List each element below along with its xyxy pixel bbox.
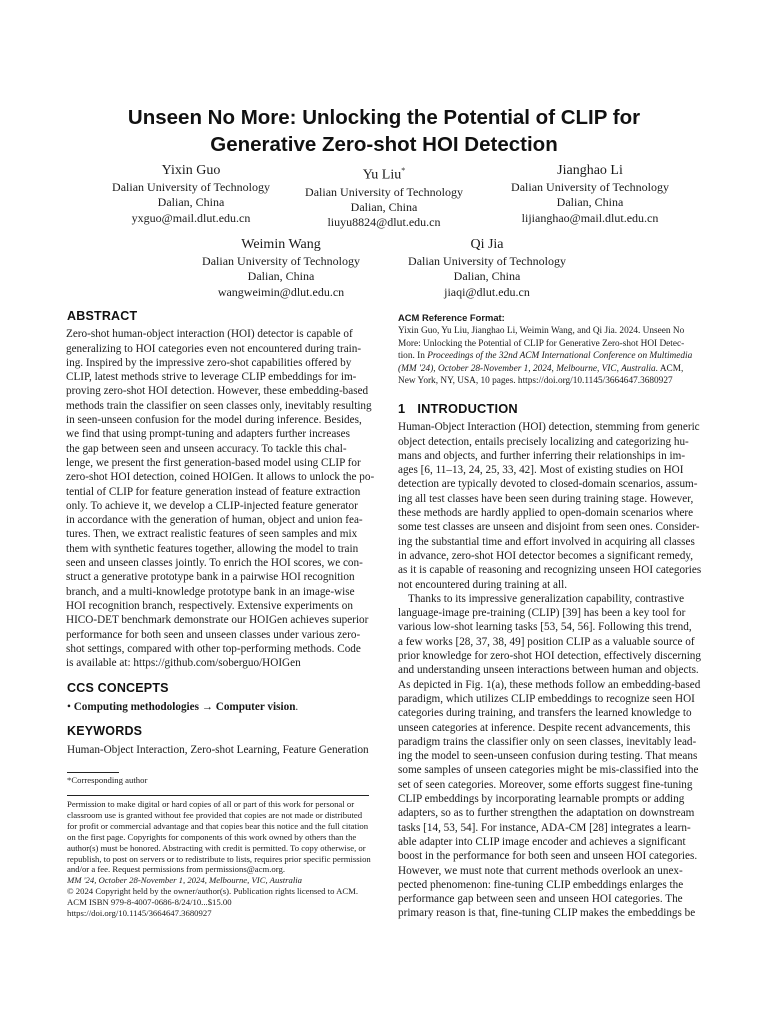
author-affiliation: Dalian University of Technology	[202, 254, 360, 268]
intro-line: pected phenomenon: fine-tuning CLIP embeddings enlarges the	[398, 878, 684, 891]
intro-line: primary reason is that, fine-tuning CLIP makes the embeddings be	[398, 907, 696, 920]
author-location: Dalian, China	[350, 200, 418, 215]
author-block	[168, 236, 394, 300]
abstract-line: CLIP, latest methods strive to leverage CLIP embeddings for im-	[66, 371, 357, 384]
reference-line: Yixin Guo, Yu Liu, Jianghao Li, Weimin Wang, and Qi Jia. 2024. Unseen No	[398, 326, 685, 337]
intro-line: adapters, so as to further strengthen the adaptation on downstream	[398, 807, 695, 820]
abstract-line: performance for both seen and unseen classes under various zero-	[66, 628, 361, 641]
intro-line: Human-Object Interaction (HOI) detection, stemming from generic	[398, 421, 700, 434]
author-name: Yu Liu	[362, 167, 402, 183]
isbn-line: ACM ISBN 979-8-4007-0686-8/24/10...$15.00	[67, 897, 232, 908]
intro-line: performance gap between seen and unseen HOI categories. The	[398, 893, 683, 906]
permission-line: Permission to make digital or hard copies of all or part of this work for personal or	[67, 799, 355, 809]
corresponding-mark: *	[401, 166, 406, 175]
reference-proceedings: Proceedings of the 32nd ACM International Conference on Multimedia	[427, 351, 693, 362]
author-email: lijianghao@mail.dlut.edu.cn	[521, 210, 659, 225]
title-line: Unseen No More: Unlocking the Potential of CLIP for	[127, 106, 641, 129]
reference-line	[398, 350, 703, 362]
intro-line: various low-shot learning tasks [53, 54, 56]. Following this trend,	[398, 621, 692, 634]
ccs-concepts	[67, 700, 372, 714]
author-name: Qi Jia	[470, 237, 504, 252]
author-affiliation: Dalian University of Technology	[408, 254, 566, 268]
intro-line: However, we must note that current methods overlook an unex-	[398, 864, 683, 877]
abstract-line: ing. Inspired by the impressive zero-shot capabilities offered by	[66, 356, 352, 369]
abstract-line: only. To achieve it, we develop a CLIP-injected feature generator	[66, 499, 358, 512]
introduction-section	[398, 402, 703, 921]
abstract-line: HOI recognition branch, respectively. Extensive experiments on	[66, 599, 353, 612]
abstract-body	[66, 327, 375, 670]
abstract-line: struct a generative prototype bank in a pairwise HOI recognition	[66, 571, 355, 584]
intro-line: tasks [14, 53, 54]. For instance, ADA-CM [28] integrates a learn-	[398, 821, 691, 834]
abstract-line: zero-shot HOI detection, coined HOIGen. It allows to unlock the po-	[66, 471, 375, 484]
abstract-line: is available at: https://github.com/soberguo/HOIGen	[66, 657, 301, 670]
keywords-text: Human-Object Interaction, Zero-shot Learning, Feature Generation	[67, 744, 369, 757]
author-location: Dalian, China	[157, 195, 225, 210]
author-block	[477, 162, 703, 226]
reference-format-heading: ACM Reference Format:	[398, 312, 505, 323]
doi-line: https://doi.org/10.1145/3664647.3680927	[67, 908, 212, 919]
permission-line: and/or a fee. Request permissions from permissions@acm.org.	[67, 864, 285, 875]
intro-line: some samples of unseen categories might be mis-classified into the	[398, 764, 699, 777]
intro-line: ages [6, 11–13, 24, 25, 33, 42]. Most of existing studies on HOI	[398, 464, 684, 477]
abstract-line: the gap between seen and unseen accuracy. To tackle this chal-	[66, 442, 347, 455]
reference-text: ACM,	[658, 363, 684, 374]
author-affiliation: Dalian University of Technology	[305, 184, 463, 199]
intro-line: these methods are hardly applied to open-domain scenarios where	[398, 507, 694, 520]
intro-line: CLIP embeddings by incorporating learnable prompts or adding	[398, 793, 685, 806]
venue-line: MM '24, October 28-November 1, 2024, Melbourne, VIC, Australia	[67, 875, 303, 886]
abstract-line: in accordance with the generation of human, object and union fea-	[66, 514, 363, 527]
author-email: yxguo@mail.dlut.edu.cn	[131, 210, 251, 225]
intro-line: categories during training, and transfers the learned knowledge to	[398, 707, 692, 720]
author-affiliation: Dalian University of Technology	[112, 180, 270, 194]
reference-line: New York, NY, USA, 10 pages. https://doi.org/10.1145/3664647.3680927	[398, 376, 673, 387]
intro-line: language-image pre-training (CLIP) [39] has been a key tool for	[398, 607, 686, 620]
abstract-line: generalizing to HOI categories even not encountered during train-	[66, 342, 362, 355]
permission-block	[67, 799, 372, 919]
intro-line: not encountered during training at all.	[398, 578, 568, 591]
ccs-suffix: .	[295, 700, 299, 713]
introduction-heading	[398, 402, 703, 416]
reference-text: tion. In	[398, 351, 428, 362]
abstract-line: branch, and a multi-knowledge prototype bank in an image-wise	[66, 585, 355, 598]
intro-line: unseen categories at inference. Despite recent advancements, this	[398, 721, 691, 734]
author-block	[374, 236, 600, 300]
ccs-heading: CCS CONCEPTS	[67, 681, 169, 696]
intro-line: paradigm, which utilizes CLIP embeddings to recognize seen HOI	[398, 692, 695, 705]
author-block	[271, 162, 497, 231]
abstract-line: proving zero-shot HOI detection. However, these embedding-based	[66, 385, 369, 398]
intro-line: ing the substantial time and effort involved in acquiring all classes	[398, 535, 695, 548]
footnote-rule	[67, 772, 119, 773]
intro-line: able adapter into CLIP image encoder and achieves a significant	[398, 835, 686, 848]
intro-line: and understanding unseen interactions between human and objects.	[398, 664, 699, 677]
intro-line: boost in the performance for both seen and unseen HOI categories.	[398, 850, 698, 863]
author-affiliation: Dalian University of Technology	[511, 180, 669, 194]
permission-line: classroom use is granted without fee provided that copies are not made or distributed	[67, 809, 363, 820]
copyright-line: © 2024 Copyright held by the owner/author(s). Publication rights licensed to ACM.	[67, 886, 359, 897]
reference-venue: (MM '24), October 28-November 1, 2024, Melbourne, VIC, Australia.	[398, 363, 659, 374]
author-name: Jianghao Li	[557, 163, 623, 178]
section-number: 1	[398, 401, 406, 416]
footnote: *Corresponding author	[67, 775, 148, 785]
intro-line: detection are typically devoted to closed-domain scenarios, assum-	[398, 478, 698, 491]
intro-line: prior knowledge for zero-shot HOI detection, effectively discerning	[398, 650, 701, 663]
intro-line: set of seen categories. Moreover, some efforts suggest fine-tuning	[398, 778, 693, 791]
author-location: Dalian, China	[556, 195, 624, 210]
abstract-line: methods train the classifier on seen classes only, inevitably resulting	[66, 399, 372, 412]
permission-line: author(s) must be honored. Abstracting with credit is permitted. To copy otherwise, or	[67, 842, 366, 853]
title-line: Generative Zero-shot HOI Detection	[210, 133, 558, 156]
paper-title	[40, 104, 728, 158]
abstract-line: tential of CLIP for feature generation instead of feature extraction	[66, 485, 361, 498]
intro-line: object detection, entails precisely localizing and categorizing hu-	[398, 435, 689, 448]
permission-line: for profit or commercial advantage and that copies bear this notice and the full citation	[67, 820, 369, 831]
author-name: Weimin Wang	[241, 237, 321, 252]
intro-line: As depicted in Fig. 1(a), these methods follow an embedding-based	[398, 678, 701, 691]
left-column	[66, 309, 375, 758]
abstract-line: HICO-DET benchmark demonstrate our HOIGen achieves superior	[66, 614, 369, 627]
section-title: INTRODUCTION	[417, 401, 518, 416]
abstract-line: lenge, we present the first generation-based model using CLIP for	[66, 456, 361, 469]
intro-line: paradigm trains the classifier only on seen classes, inevitably lead-	[398, 735, 697, 748]
author-name: Yixin Guo	[161, 163, 221, 178]
permission-line: on the first page. Copyrights for components of this work owned by others than the	[67, 831, 357, 842]
abstract-line: seen and unseen classes jointly. To enrich the HOI scores, we con-	[66, 557, 363, 570]
reference-line: More: Unlocking the Potential of CLIP for Generative Zero-shot HOI Detec-	[398, 338, 685, 349]
intro-line: mans and objects, and further inferring their relationships in im-	[398, 449, 686, 462]
abstract-heading: ABSTRACT	[67, 309, 138, 323]
abstract-line: Zero-shot human-object interaction (HOI) detector is capable of	[66, 328, 353, 341]
ccs-item: Computing methodologies → Computer vision	[73, 700, 296, 713]
author-email: wangweimin@dlut.edu.cn	[217, 284, 345, 299]
author-email: liuyu8824@dlut.edu.cn	[327, 215, 441, 230]
intro-line: some test classes are unseen and disjoint from seen ones. Consider-	[398, 521, 700, 534]
author-location: Dalian, China	[247, 269, 315, 284]
author-location: Dalian, China	[453, 269, 521, 284]
intro-line: as it is capable of reasoning and recognizing unseen HOI categories	[398, 564, 702, 577]
permission-line: republish, to post on servers or to redistribute to lists, requires prior specific permission	[67, 853, 371, 864]
keywords-heading: KEYWORDS	[67, 724, 143, 739]
permission-rule	[67, 795, 369, 796]
abstract-line: we find that using prompt-tuning and adapters further increases	[66, 428, 350, 441]
abstract-line: shot settings, compared with other top-performing methods. Code	[66, 642, 361, 655]
abstract-line: them with synthetic features together, allowing the model to train	[66, 542, 359, 555]
reference-format	[398, 312, 703, 387]
author-email: jiaqi@dlut.edu.cn	[444, 284, 530, 299]
reference-line	[398, 363, 703, 375]
intro-line: ing the model to seen-unseen confusion during testing. That means	[398, 750, 698, 763]
intro-line: a few works [28, 37, 38, 49] position CLIP as a valuable source of	[398, 635, 695, 648]
abstract-line: tures. Then, we extract realistic features of seen samples and mix	[66, 528, 358, 541]
intro-line: in advance, zero-shot HOI detector becomes a significant remedy,	[398, 549, 693, 562]
abstract-line: in seen-unseen confusion for the model during inference. Besides,	[66, 414, 362, 427]
ccs-bullet: •	[67, 700, 71, 713]
intro-line: ing all test classes have been seen during training stage. However,	[398, 492, 694, 505]
intro-line: Thanks to its impressive generalization capability, contrastive	[408, 592, 685, 605]
